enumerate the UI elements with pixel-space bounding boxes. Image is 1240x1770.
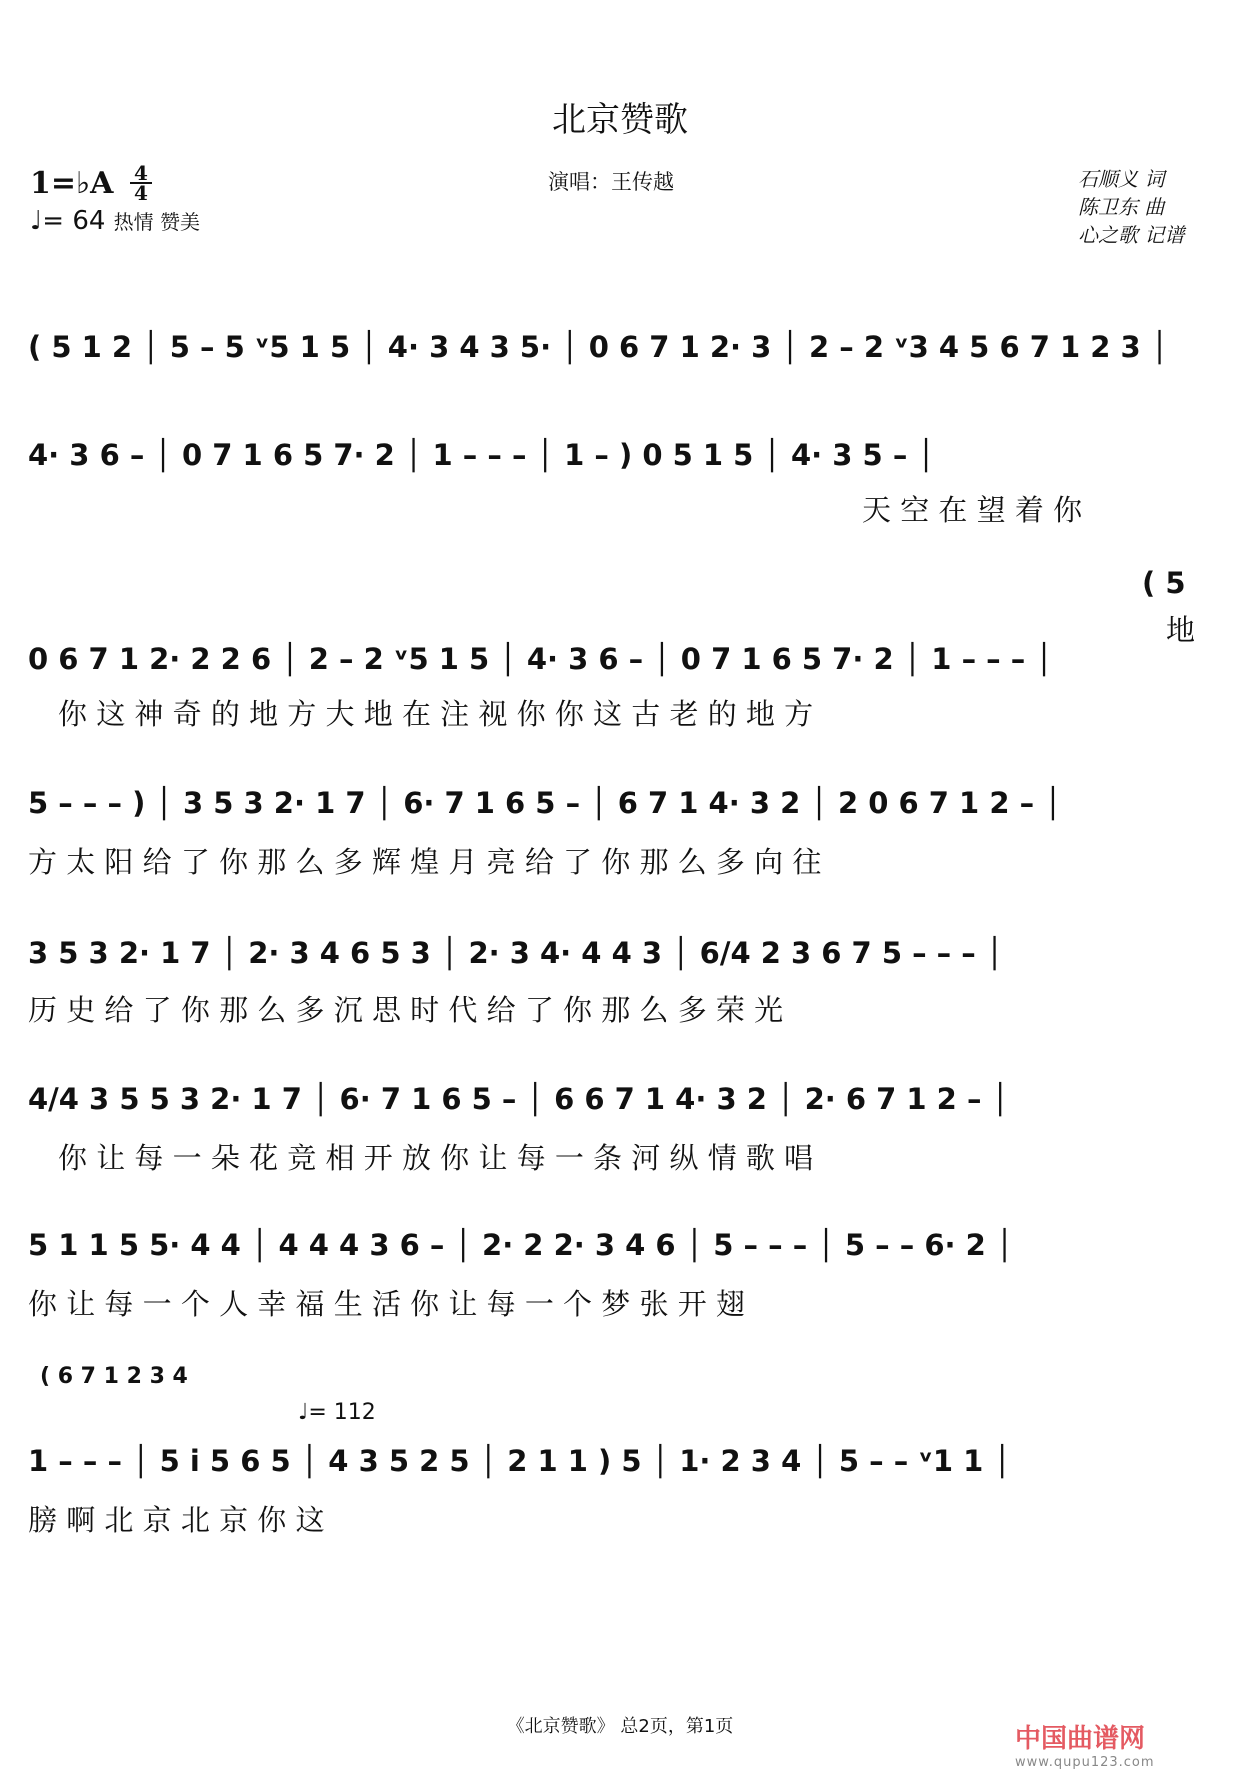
composer-credit: 陈卫东 曲 <box>1078 195 1165 219</box>
score-row-6-lyrics: 你 让 每 一 朵 花 竞 相 开 放 你 让 每 一 条 河 纵 情 歌 唱 <box>58 1141 814 1175</box>
watermark-url: www.qupu123.com <box>1015 1755 1155 1770</box>
score-row-3-tail-notes: ( 5 <box>1142 566 1186 600</box>
lyricist-credit: 石顺义 词 <box>1078 167 1165 191</box>
score-row-1-notes: ( 5 1 2 │ 5 – 5 ᵛ5 1 5 │ 4· 3 4 3 5· │ 0 6 7 1 2· 3 │ 2 – 2 ᵛ3 4 5 6 7 1 2 3 │ <box>28 330 1169 364</box>
meter-bottom: 4 <box>134 181 148 205</box>
score-row-7-lyrics: 你 让 每 一 个 人 幸 福 生 活 你 让 每 一 个 梦 张 开 翅 <box>28 1287 745 1321</box>
score-row-3-lyrics: 你 这 神 奇 的 地 方 大 地 在 注 视 你 你 这 古 老 的 地 方 <box>58 697 814 731</box>
score-row-7-notes: 5 1 1 5 5· 4 4 │ 4 4 4 3 6 – │ 2· 2 2· 3 4 6 │ 5 – – – │ 5 – – 6· 2 │ <box>28 1228 1014 1262</box>
key-signature: 1=♭A <box>30 166 114 201</box>
meter-top: 4 <box>134 161 148 185</box>
score-row-8-prefix: ( 6 7 1 2 3 4 <box>40 1364 188 1389</box>
score-row-4-notes: 5 – – – ) │ 3 5 3 2· 1 7 │ 6· 7 1 6 5 – │ 6 7 1 4· 3 2 │ 2 0 6 7 1 2 – │ <box>28 786 1062 820</box>
score-row-2-notes: 4· 3 6 – │ 0 7 1 6 5 7· 2 │ 1 – – – │ 1 – ) 0 5 1 5 │ 4· 3 5 – │ <box>28 438 935 472</box>
page-title: 北京赞歌 <box>552 100 688 140</box>
score-row-2-lyrics: 天 空 在 望 着 你 <box>862 493 1083 527</box>
site-watermark <box>1015 1718 1155 1770</box>
tempo-value: ♩= 64 <box>30 206 106 236</box>
time-signature <box>130 161 152 205</box>
tempo-change: ♩= 112 <box>298 1400 376 1425</box>
score-row-5-notes: 3 5 3 2· 1 7 │ 2· 3 4 6 5 3 │ 2· 3 4· 4 4 3 │ 6/4 2 3 6 7 5 – – – │ <box>28 936 1004 970</box>
singer-credit: 演唱：王传越 <box>548 170 674 194</box>
score-row-3-notes: 0 6 7 1 2· 2 2 6 │ 2 – 2 ᵛ5 1 5 │ 4· 3 6 – │ 0 7 1 6 5 7· 2 │ 1 – – – │ <box>28 642 1053 676</box>
tempo-marking <box>30 206 200 236</box>
watermark-brand: 中国曲谱网 <box>1015 1724 1146 1754</box>
transcriber-credit: 心之歌 记谱 <box>1078 223 1185 247</box>
score-row-3-tail-lyric: 地 <box>1166 613 1196 647</box>
page-footer: 《北京赞歌》 总2页，第1页 <box>506 1716 734 1737</box>
score-row-8-notes: 1 – – – │ 5 i 5 6 5 │ 4 3 5 2 5 │ 2 1 1 ) 5 │ 1· 2 3 4 │ 5 – – ᵛ1 1 │ <box>28 1444 1011 1478</box>
score-row-8-lyrics: 膀 啊 北 京 北 京 你 这 <box>28 1503 325 1537</box>
score-row-5-lyrics: 历 史 给 了 你 那 么 多 沉 思 时 代 给 了 你 那 么 多 荣 光 <box>28 993 784 1027</box>
credits <box>1078 165 1184 249</box>
tempo-mood: 热情 赞美 <box>113 210 201 234</box>
score-row-4-lyrics: 方 太 阳 给 了 你 那 么 多 辉 煌 月 亮 给 了 你 那 么 多 向 往 <box>28 845 822 879</box>
score-row-6-notes: 4/4 3 5 5 3 2· 1 7 │ 6· 7 1 6 5 – │ 6 6 7 1 4· 3 2 │ 2· 6 7 1 2 – │ <box>28 1082 1010 1116</box>
